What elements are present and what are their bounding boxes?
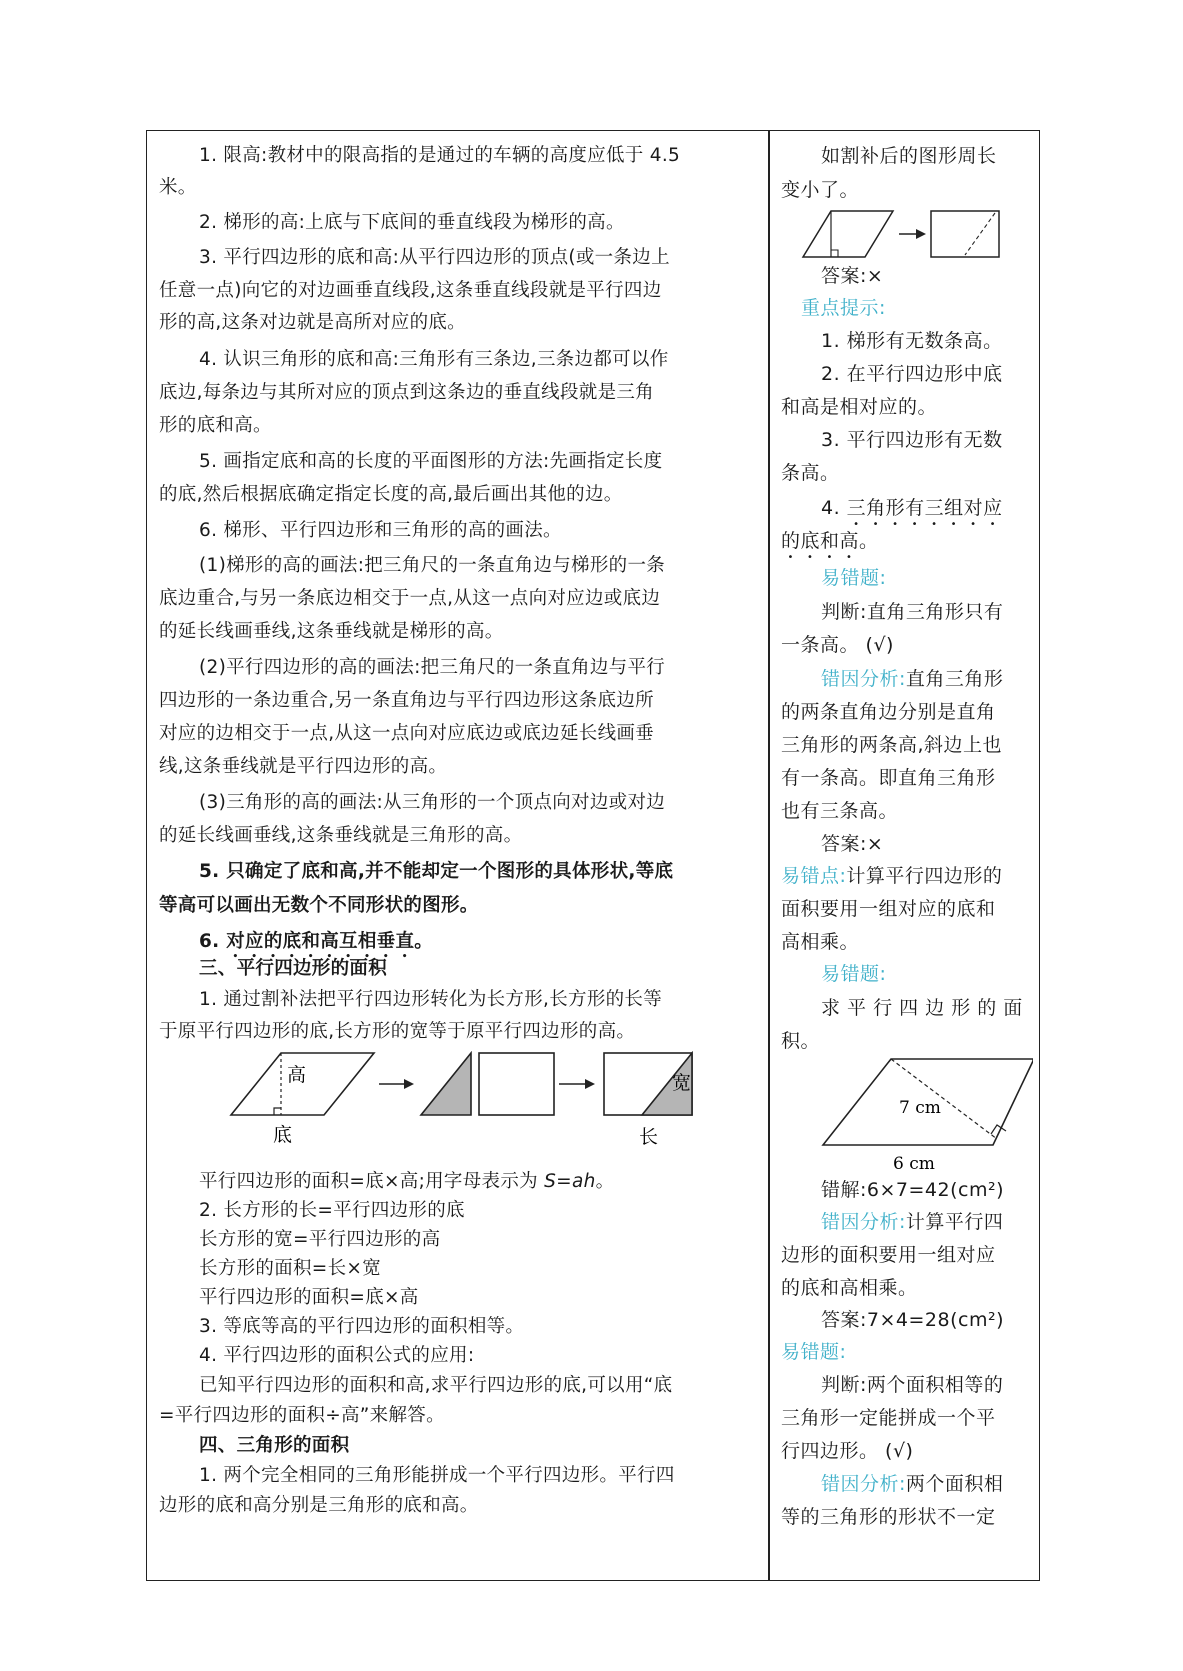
base-value-label: 6 cm — [893, 1154, 935, 1174]
section-heading-parallelogram-area: 三、平行四边形的面积 — [199, 958, 388, 979]
point-draw-method: 5. 画指定底和高的长度的平面图形的方法:先画指定长度 — [199, 451, 663, 472]
text-line-bold: 等高可以画出无数个不同形状的图形。 — [159, 895, 479, 916]
text-line: 行四边形。 (√) — [781, 1440, 914, 1462]
text-line: 的底,然后根据底确定指定长度的高,最后画出其他的边。 — [159, 484, 623, 505]
text-line: 已知平行四边形的面积和高,求平行四边形的底,可以用“底 — [199, 1375, 673, 1396]
point-height-drawing: 6. 梯形、平行四边形和三角形的高的画法。 — [199, 520, 562, 541]
point-cut-fill: 1. 通过割补法把平行四边形转化为长方形,长方形的长等 — [199, 989, 663, 1010]
emphasis-text: 对应的底和高互相垂直。 — [226, 931, 434, 952]
text-line: 如割补后的图形周长 — [821, 145, 997, 167]
content-table — [146, 130, 1040, 1581]
rectangle-shape — [931, 211, 999, 257]
text-line: 任意一点)向它的对边画垂直线段,这条垂直线段就是平行四边 — [159, 280, 662, 301]
point-trapezoid-height: 2. 梯形的高:上底与下底间的垂直线段为梯形的高。 — [199, 212, 625, 233]
cut-triangle — [421, 1053, 471, 1115]
error-analysis-1 — [821, 664, 1003, 691]
question-1: 判断:直角三角形只有 — [821, 601, 1004, 623]
point-two-triangles: 1. 两个完全相同的三角形能拼成一个平行四边形。平行四 — [199, 1465, 675, 1486]
error-analysis-label: 错因分析: — [821, 1473, 906, 1495]
width-label: 宽 — [672, 1072, 692, 1094]
text-line: 底边重合,与另一条底边相交于一点,从这一点向对应边或底边 — [159, 588, 661, 609]
error-point — [781, 861, 1002, 888]
text-line: 四边形的一条边重合,另一条直角边与平行四边形这条底边所 — [159, 690, 654, 711]
perimeter-diagram — [801, 209, 1021, 261]
error-analysis-label: 错因分析: — [821, 1211, 906, 1233]
text-line: 一条高。 (√) — [781, 634, 894, 656]
text-line: 有一条高。即直角三角形 — [781, 767, 996, 789]
point-trapezoid-drawing: (1)梯形的高的画法:把三角尺的一条直角边与梯形的一条 — [199, 555, 666, 576]
error-analysis-3 — [821, 1469, 1003, 1496]
analysis-text: 计算平行四 — [905, 1211, 1004, 1233]
key-points-title: 重点提示: — [801, 297, 886, 319]
text-line: 高相乘。 — [781, 931, 860, 953]
text-line: 也有三条高。 — [781, 800, 899, 822]
error-point-label: 易错点: — [781, 865, 847, 887]
dashed-cut-line — [965, 213, 995, 255]
text-line: 条高。 — [781, 462, 840, 484]
formula-line: 平行四边形的面积=底×高 — [199, 1287, 419, 1308]
text-line: 的底和高相乘。 — [781, 1277, 918, 1299]
point-limit-height: 1. 限高:教材中的限高指的是通过的车辆的高度应低于 4.5 — [199, 145, 681, 166]
text-line: 线,这条垂线就是平行四边形的高。 — [159, 756, 448, 777]
point-parallelogram-base-height: 3. 平行四边形的底和高:从平行四边形的顶点(或一条边上 — [199, 247, 670, 268]
right-angle-mark — [831, 250, 838, 257]
error-question-title: 易错题: — [821, 963, 887, 985]
formula-line — [199, 1167, 614, 1193]
wrong-solution: 错解:6×7=42(cm²) — [821, 1179, 1004, 1201]
point-parallelogram-drawing: (2)平行四边形的高的画法:把三角尺的一条直角边与平行 — [199, 657, 666, 678]
length-label: 长 — [639, 1126, 659, 1148]
text-line: 面积要用一组对应的底和 — [781, 898, 996, 920]
arrow-2-head — [585, 1079, 595, 1089]
key-point-1: 1. 梯形有无数条高。 — [821, 330, 1003, 352]
formula-symbol: S=ah — [544, 1171, 596, 1192]
section-heading-triangle-area: 四、三角形的面积 — [199, 1435, 350, 1456]
middle-rectangle — [479, 1053, 554, 1115]
right-angle-mark — [274, 1108, 281, 1115]
parallelogram-shape — [803, 211, 893, 257]
text-line: 形的底和高。 — [159, 415, 272, 436]
answer-1: 答案:× — [821, 265, 884, 287]
point-formula-application: 4. 平行四边形的面积公式的应用: — [199, 1345, 475, 1366]
text-line: 对应的边相交于一点,从这一点向对应底边或底边延长线画垂 — [159, 723, 654, 744]
text-line: 等的三角形的形状不一定 — [781, 1506, 996, 1528]
formula-line: 长方形的宽=平行四边形的高 — [199, 1229, 441, 1250]
answer-3: 答案:7×4=28(cm²) — [821, 1309, 1004, 1331]
text-line: 边形的面积要用一组对应 — [781, 1244, 996, 1266]
point-number: 4. — [821, 497, 847, 519]
question-2: 求 平 行 四 边 形 的 面 — [821, 997, 1023, 1019]
error-analysis-2 — [821, 1207, 1003, 1234]
key-point-2: 2. 在平行四边形中底 — [821, 363, 1003, 385]
text-line: 的延长线画垂线,这条垂线就是梯形的高。 — [159, 621, 504, 642]
arrow-1-head — [404, 1079, 414, 1089]
error-analysis-label: 错因分析: — [821, 668, 906, 690]
text-line: 的两条直角边分别是直角 — [781, 701, 996, 723]
text-line: 三角形一定能拼成一个平 — [781, 1407, 996, 1429]
formula-line: 2. 长方形的长=平行四边形的底 — [199, 1200, 465, 1221]
height-value-label: 7 cm — [899, 1098, 941, 1118]
formula-line: 长方形的面积=长×宽 — [199, 1258, 382, 1279]
text-line: 和高是相对应的。 — [781, 396, 938, 418]
question-3: 判断:两个面积相等的 — [821, 1374, 1004, 1396]
formula-text: 平行四边形的面积=底×高;用字母表示为 — [199, 1171, 545, 1192]
text-line: 米。 — [159, 177, 197, 198]
column-divider — [768, 131, 770, 1580]
parallelogram-problem-figure — [821, 1057, 1033, 1182]
text-line: 于原平行四边形的底,长方形的宽等于原平行四边形的高。 — [159, 1021, 636, 1042]
text-line: 积。 — [781, 1030, 821, 1052]
text-line: 三角形的两条高,斜边上也 — [781, 734, 1003, 756]
formula-end: 。 — [595, 1171, 615, 1192]
point-number: 6. — [199, 931, 227, 952]
key-point-3: 3. 平行四边形有无数 — [821, 429, 1003, 451]
height-label: 高 — [287, 1064, 307, 1086]
emphasis-text: 三角形有三组对应 — [846, 497, 1003, 519]
error-question-title: 易错题: — [781, 1341, 847, 1363]
analysis-text: 直角三角形 — [905, 668, 1004, 690]
text-line: 底边,每条边与其所对应的顶点到这条边的垂直线段就是三角 — [159, 382, 654, 403]
answer-2: 答案:× — [821, 833, 884, 855]
cut-fill-diagram — [229, 1051, 699, 1151]
arrow-head — [916, 229, 926, 239]
text-line: 边形的底和高分别是三角形的底和高。 — [159, 1495, 479, 1516]
base-label: 底 — [273, 1124, 293, 1146]
error-question-title: 易错题: — [821, 567, 887, 589]
text-line: 变小了。 — [781, 179, 860, 201]
point-equal-area: 3. 等底等高的平行四边形的面积相等。 — [199, 1316, 525, 1337]
emphasis-text: 的底和高。 — [781, 530, 879, 552]
text-line: 的延长线画垂线,这条垂线就是三角形的高。 — [159, 825, 523, 846]
point-shape-bold: 5. 只确定了底和高,并不能却定一个图形的具体形状,等底 — [199, 861, 674, 882]
text-line: 形的高,这条对边就是高所对应的底。 — [159, 312, 466, 333]
text-line: =平行四边形的面积÷高”来解答。 — [159, 1405, 445, 1426]
error-point-text: 计算平行四边形的 — [846, 865, 1003, 887]
point-triangle-drawing: (3)三角形的高的画法:从三角形的一个顶点向对边或对边 — [199, 792, 666, 813]
point-triangle-base-height: 4. 认识三角形的底和高:三角形有三条边,三条边都可以作 — [199, 349, 669, 370]
analysis-text: 两个面积相 — [905, 1473, 1004, 1495]
key-point-4 — [821, 493, 1003, 530]
